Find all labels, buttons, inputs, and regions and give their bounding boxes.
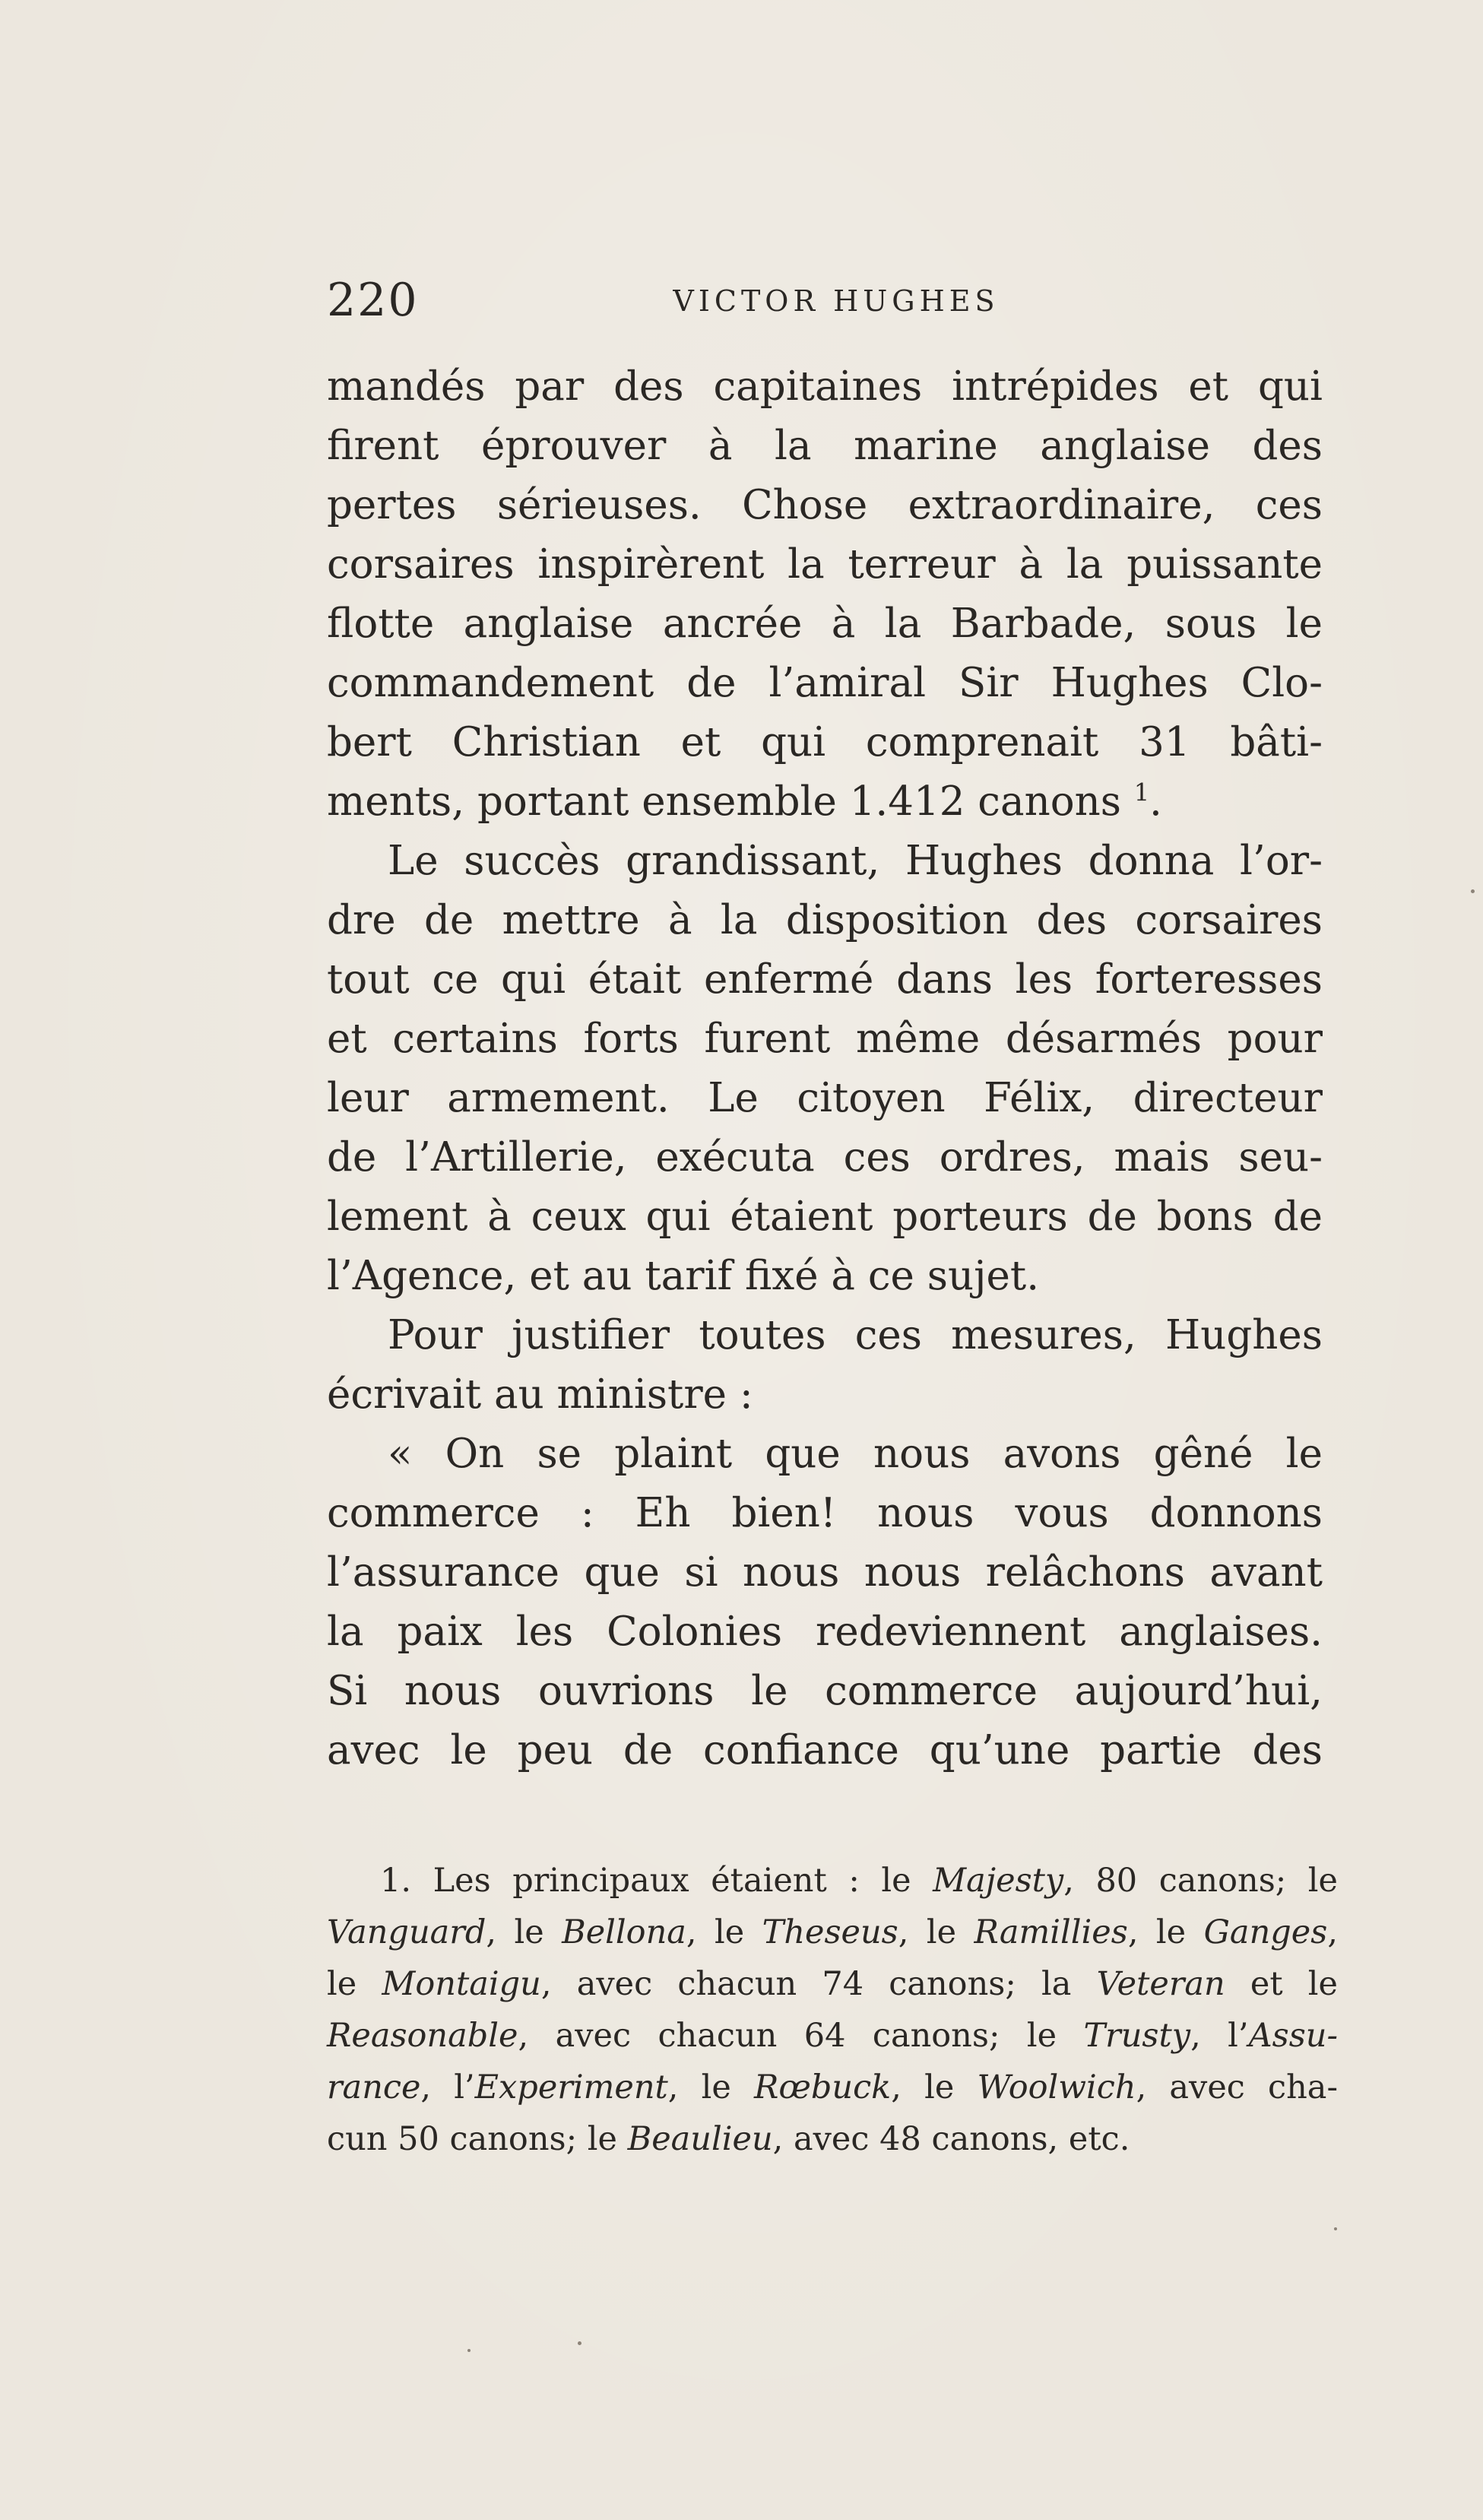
footnote-number: 1. [380,1862,412,1900]
footnote-text: , le [1127,1913,1204,1951]
ship-name: Veteran [1096,1965,1225,2003]
text-line [327,772,1323,832]
footnote-text: , le [891,2068,978,2106]
footnote-text: cun 50 canons; le [327,2120,628,2158]
footnote-text: , [1327,1913,1338,1951]
footnote-line [327,1855,1338,1907]
text-line: tout ce qui était enfermé dans les forteresses [327,956,1323,1003]
ship-name: Vanguard [327,1913,486,1951]
text-line: dre de mettre à la disposition des corsaires [327,897,1323,943]
footnote-text: , le [486,1913,562,1951]
running-title: VICTOR HUGHES [673,284,1000,318]
text-line: écrivait au ministre : [327,1371,753,1418]
paragraph [327,1425,1323,1780]
paper-speck [1334,2227,1337,2230]
footnote-text: Les principaux étaient : le [433,1862,933,1900]
footnote-text: , avec chacun 64 canons; le [518,2017,1084,2055]
text-line: mandés par des capitaines intrépides et qui [327,363,1323,410]
footnote-text: , le [667,2068,754,2106]
text-line: commandement de l’amiral Sir Hughes Clo- [327,660,1323,706]
ship-name: rance [327,2068,421,2106]
ship-name: Majesty [933,1862,1064,1900]
ship-name: Assu- [1248,2017,1338,2055]
footnote-text: , le [686,1913,762,1951]
text-line: la paix les Colonies redeviennent anglaises. [327,1609,1323,1655]
footnote-line [327,2113,1338,2165]
footnote-text: , le [898,1913,974,1951]
text-line: Si nous ouvrions le commerce aujourd’hui, [327,1668,1323,1714]
paper-speck [467,2349,471,2352]
ship-name: Woolwich [977,2068,1136,2106]
text-line: Le succès grandissant, Hughes donna l’or- [388,838,1323,884]
running-header [327,274,1345,334]
ship-name: Ganges [1203,1913,1328,1951]
text-line: bert Christian et qui comprenait 31 bâti- [327,719,1323,766]
ship-name: Ramillies [974,1913,1128,1951]
text-line: Pour justifier toutes ces mesures, Hughes [388,1312,1323,1358]
ship-name: Montaigu [382,1965,541,2003]
text-line: et certains forts furent même désarmés pour [327,1016,1323,1062]
text-line: flotte anglaise ancrée à la Barbade, sous le [327,601,1323,647]
footnote-line [327,2010,1338,2062]
text-span: ments, portant ensemble 1.412 canons [327,778,1121,825]
footnote-text: le [327,1965,382,2003]
footnote-text: et le [1225,1965,1338,2003]
paragraph [327,832,1323,1306]
paper-speck [578,2341,581,2345]
paper-speck [1471,889,1475,893]
footnote [327,1855,1338,2165]
text-line: lement à ceux qui étaient porteurs de bons de [327,1193,1323,1240]
footnote-line [327,1907,1338,1958]
text-line: l’Agence, et au tarif fixé à ce sujet. [327,1253,1040,1299]
ship-name: Bellona [562,1913,686,1951]
footnote-text: , avec cha- [1136,2068,1338,2106]
paragraph [327,1306,1323,1425]
footnote-line [327,1958,1338,2010]
text-line: corsaires inspirèrent la terreur à la puissante [327,541,1323,588]
text-line: l’assurance que si nous nous relâchons avant [327,1549,1323,1596]
footnote-text: , l’ [1190,2017,1249,2055]
text-span: . [1149,778,1162,825]
text-line: de l’Artillerie, exécuta ces ordres, mais seu- [327,1134,1323,1181]
text-line: « On se plaint que nous avons gêné le [388,1431,1323,1477]
ship-name: Theseus [762,1913,898,1951]
ship-name: Trusty [1083,2017,1191,2055]
ship-name: Experiment [474,2068,668,2106]
text-line: avec le peu de confiance qu’une partie des [327,1727,1323,1774]
text-line: commerce : Eh bien! nous vous donnons [327,1490,1323,1536]
text-line: pertes sérieuses. Chose extraordinaire, ces [327,482,1323,528]
ship-name: Reasonable [327,2017,518,2055]
footnote-text: , avec 48 canons, etc. [772,2120,1130,2158]
footnote-text: , l’ [420,2068,475,2106]
body-text [327,357,1323,1780]
paragraph [327,357,1323,832]
footnote-line [327,2062,1338,2113]
footnote-ref: 1 [1133,778,1150,807]
text-line: firent éprouver à la marine anglaise des [327,423,1323,469]
ship-name: Beaulieu [627,2120,773,2158]
page-number: 220 [327,274,419,327]
text-line: leur armement. Le citoyen Félix, directeur [327,1075,1323,1121]
footnote-text: , 80 canons; le [1063,1862,1339,1900]
ship-name: Rœbuck [753,2068,892,2106]
footnote-text: , avec chacun 74 canons; la [540,1965,1097,2003]
